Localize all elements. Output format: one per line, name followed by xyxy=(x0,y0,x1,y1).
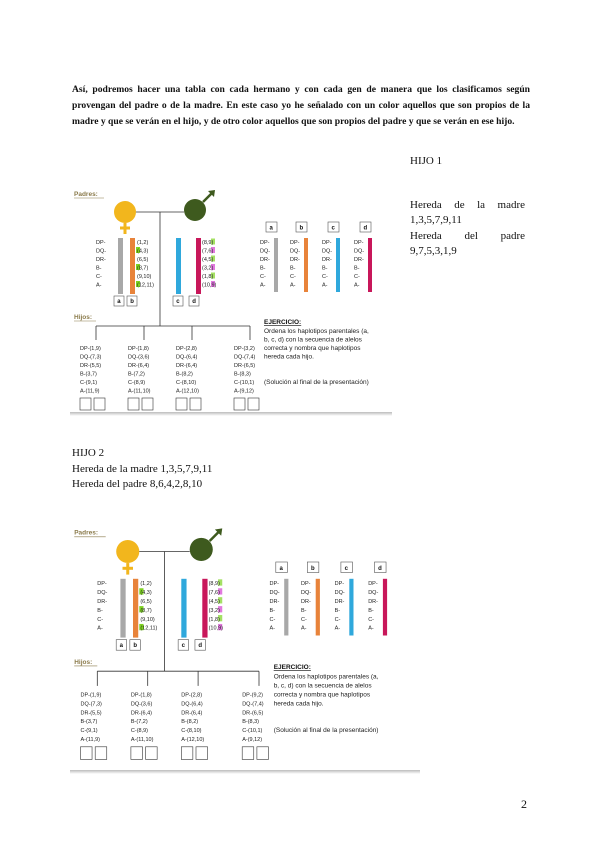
locus-label: C- xyxy=(97,616,104,623)
locus-label: DR- xyxy=(260,257,270,263)
haplotype-bar-a xyxy=(118,238,123,294)
hijo1-mother-line: Hereda de la madre 1,3,5,7,9,11 xyxy=(410,199,525,226)
locus-label: B- xyxy=(290,265,296,272)
locus-label: DQ- xyxy=(96,248,107,255)
ejercicio-text: hereda cada hijo. xyxy=(273,700,324,708)
mother-allele: (8,7) xyxy=(140,607,152,614)
child-genotype: A-(9,12) xyxy=(234,388,254,395)
child-genotype: DR-(6,4) xyxy=(181,710,203,717)
locus-label: B- xyxy=(368,607,374,614)
child-genotype: A-(11,9) xyxy=(80,388,100,395)
locus-label: B- xyxy=(97,607,103,614)
locus-label: DR- xyxy=(269,598,280,605)
padres-heading: Padres: xyxy=(74,529,99,537)
answer-box xyxy=(128,398,139,410)
child-genotype: DP-(3,2) xyxy=(234,346,255,352)
locus-label: A- xyxy=(290,282,296,289)
locus-label: C- xyxy=(368,616,375,623)
locus-label: DQ- xyxy=(301,590,312,597)
child-genotype: DP-(1,9) xyxy=(80,692,102,699)
child-genotype: DQ-(3,6) xyxy=(130,701,153,708)
locus-label: B- xyxy=(269,607,275,614)
locus-label: B- xyxy=(301,607,307,614)
father-allele: (7,6) xyxy=(208,590,220,597)
locus-label: B- xyxy=(334,607,341,614)
locus-label: DP- xyxy=(368,581,378,588)
locus-label: DQ- xyxy=(334,590,345,597)
haplotype-box-label: a xyxy=(117,299,121,305)
locus-label: DP- xyxy=(260,240,270,246)
father-symbol-icon xyxy=(184,199,206,221)
child-genotype: DP-(9,2) xyxy=(242,692,263,699)
locus-label: A- xyxy=(260,282,266,289)
ejercicio-text: correcta y nombra que haplotipos xyxy=(264,345,361,352)
child-genotype: DP-(1,9) xyxy=(80,346,101,352)
child-genotype: B-(7,2) xyxy=(128,371,145,378)
haplotype-box-label: b xyxy=(299,225,304,232)
ejercicio-title: EJERCICIO: xyxy=(264,319,302,326)
child-genotype: B-(3,7) xyxy=(80,719,98,726)
haplotype-diagram-2 xyxy=(70,520,420,770)
locus-label: B- xyxy=(322,265,328,272)
locus-label: DP- xyxy=(301,581,311,588)
haplotype-bar-c xyxy=(181,579,186,638)
locus-label: DP- xyxy=(97,581,107,588)
locus-label: DR- xyxy=(290,257,300,263)
child-genotype: C-(10,1) xyxy=(242,728,263,735)
locus-label: DP- xyxy=(354,240,364,246)
locus-label: B- xyxy=(96,265,102,272)
locus-label: DR- xyxy=(322,257,332,263)
answer-box xyxy=(176,398,187,410)
haplotype-bar-d xyxy=(383,579,387,636)
father-allele: (4,5) xyxy=(202,257,214,263)
hijos-heading: Hijos: xyxy=(74,658,93,666)
haplotype-bar-b xyxy=(304,238,308,292)
ejercicio-text: b, c, d) con la secuencia de alelos xyxy=(264,336,362,344)
answer-box xyxy=(234,398,245,410)
answer-box xyxy=(257,747,269,760)
answer-box xyxy=(81,747,93,760)
haplotype-bar-c xyxy=(336,238,340,292)
locus-label: C- xyxy=(301,616,307,623)
child-genotype: C-(8,10) xyxy=(176,380,197,386)
mother-allele: (6,5) xyxy=(137,257,149,263)
child-genotype: DQ-(6,4) xyxy=(181,701,203,708)
ejercicio-text: Ordena los haplotipos parentales (a, xyxy=(264,328,369,335)
figure-hijo2 xyxy=(70,520,420,770)
child-genotype: C-(8,9) xyxy=(130,728,149,735)
ejercicio-text: hereda cada hijo. xyxy=(264,353,314,361)
locus-label: DR- xyxy=(368,598,378,605)
mother-allele: (4,3) xyxy=(140,590,152,597)
locus-label: DQ- xyxy=(97,590,108,597)
locus-label: C- xyxy=(334,616,341,623)
mother-allele: (9,10) xyxy=(137,274,152,280)
hijo2-mother-line: Hereda de la madre 1,3,5,7,9,11 xyxy=(72,463,213,475)
child-genotype: DR-(6,4) xyxy=(130,710,152,717)
mother-allele: (12,11) xyxy=(140,625,158,632)
child-genotype: B-(3,7) xyxy=(80,371,97,378)
child-genotype: DQ-(7,3) xyxy=(80,354,102,361)
answer-box xyxy=(131,747,143,760)
child-genotype: B-(8,2) xyxy=(181,719,199,726)
locus-label: B- xyxy=(354,265,360,272)
answer-box xyxy=(95,747,107,760)
child-genotype: DQ-(7,3) xyxy=(80,701,102,708)
locus-label: C- xyxy=(290,274,296,280)
intro-paragraph: Así, podremos hacer una tabla con cada hermano y con cada gen de manera que los clasificamos según provengan del padre o de la madre. En este caso yo he señalado con un color aquellos que son propios de la madre y que se verán en el hijo, y de otro color aquellos que son propios del padre y que se verán en ese hijo. xyxy=(72,84,530,127)
child-genotype: C-(9,1) xyxy=(80,728,98,735)
child-genotype: A-(11,10) xyxy=(128,388,151,395)
child-genotype: A-(12,10) xyxy=(181,737,205,744)
haplotype-box-label: d xyxy=(363,225,368,232)
locus-label: DP- xyxy=(322,240,332,246)
locus-label: DR- xyxy=(97,598,108,605)
locus-label: DP- xyxy=(269,581,279,588)
mother-symbol-icon xyxy=(114,201,136,223)
mother-allele: (4,3) xyxy=(137,248,149,255)
locus-label: DQ- xyxy=(322,248,333,255)
father-allele: (8,9) xyxy=(202,240,214,246)
haplotype-bar-a xyxy=(284,579,288,636)
locus-label: DQ- xyxy=(290,248,301,255)
child-genotype: DP-(1,8) xyxy=(130,692,152,699)
locus-label: A- xyxy=(334,625,341,632)
mother-allele: (9,10) xyxy=(140,616,155,623)
father-arrow-icon xyxy=(203,193,212,202)
locus-label: DQ- xyxy=(368,590,379,597)
answer-box xyxy=(248,398,259,410)
father-allele: (3,2) xyxy=(208,607,220,614)
locus-label: C- xyxy=(322,274,328,280)
mother-allele: (1,2) xyxy=(137,240,149,246)
haplotype-box-label: c xyxy=(181,643,185,650)
page-number: 2 xyxy=(521,797,527,811)
locus-label: C- xyxy=(269,616,276,623)
child-genotype: A-(11,10) xyxy=(130,737,154,744)
father-allele: (4,5) xyxy=(208,598,220,605)
figure-hijo1 xyxy=(70,182,392,412)
child-genotype: A-(12,10) xyxy=(176,388,199,395)
haplotype-bar-b xyxy=(133,579,138,638)
answer-box xyxy=(181,747,193,760)
child-genotype: DR-(6,4) xyxy=(176,363,198,369)
haplotype-bar-d xyxy=(202,579,207,638)
haplotype-bar-b xyxy=(316,579,320,636)
locus-label: DQ- xyxy=(354,248,365,255)
padres-heading: Padres: xyxy=(74,191,98,198)
haplotype-box-label: c xyxy=(331,225,335,232)
child-genotype: DQ-(6,4) xyxy=(176,354,198,361)
locus-label: A- xyxy=(354,282,360,289)
ejercicio-title: EJERCICIO: xyxy=(273,664,311,672)
father-allele: (1,8) xyxy=(202,274,214,280)
child-genotype: C-(8,10) xyxy=(181,728,202,735)
answer-box xyxy=(142,398,153,410)
locus-label: A- xyxy=(301,625,307,632)
answer-box xyxy=(196,747,208,760)
hijo1-father-line: Hereda del padre 9,7,5,3,1,9 xyxy=(410,230,525,257)
father-symbol-icon xyxy=(190,538,213,561)
ejercicio-text: correcta y nombra que haplotipos xyxy=(273,691,371,699)
haplotype-box-label: d xyxy=(378,565,382,572)
haplotype-box-label: d xyxy=(198,643,203,650)
haplotype-box-label: a xyxy=(119,643,124,650)
father-allele: (10,9) xyxy=(202,282,217,289)
answer-box xyxy=(94,398,105,410)
locus-label: DR- xyxy=(301,598,311,605)
locus-label: A- xyxy=(97,625,103,632)
child-genotype: DP-(1,8) xyxy=(128,346,149,352)
locus-label: DQ- xyxy=(269,590,280,597)
locus-label: A- xyxy=(368,625,374,632)
child-genotype: A-(11,9) xyxy=(80,737,100,744)
haplotype-diagram-1 xyxy=(70,182,392,412)
haplotype-bar-d xyxy=(196,238,201,294)
child-genotype: DQ-(3,6) xyxy=(128,354,150,361)
child-genotype: A-(9,12) xyxy=(242,737,263,744)
haplotype-bar-a xyxy=(274,238,278,292)
haplotype-bar-c xyxy=(176,238,181,294)
child-genotype: DQ-(7,4) xyxy=(242,701,264,708)
child-genotype: DR-(6,4) xyxy=(128,363,150,369)
mother-allele: (1,2) xyxy=(140,581,152,588)
father-allele: (3,2) xyxy=(202,265,214,272)
child-genotype: DR-(6,5) xyxy=(234,363,256,369)
hijos-heading: Hijos: xyxy=(74,314,93,321)
locus-label: DR- xyxy=(354,257,364,263)
child-genotype: DR-(5,5) xyxy=(80,710,102,717)
mother-allele: (8,7) xyxy=(137,265,149,272)
father-allele: (8,9) xyxy=(208,581,220,588)
haplotype-box-label: b xyxy=(130,299,134,305)
haplotype-bar-a xyxy=(120,579,125,638)
haplotype-box-label: b xyxy=(133,643,137,650)
father-allele: (7,6) xyxy=(202,248,214,255)
haplotype-bar-c xyxy=(349,579,353,636)
locus-label: C- xyxy=(354,274,360,280)
locus-label: DP- xyxy=(96,240,106,246)
child-genotype: DP-(2,8) xyxy=(181,692,203,699)
solucion-note: (Solución al final de la presentación) xyxy=(273,727,379,735)
child-genotype: DP-(2,8) xyxy=(176,346,197,352)
father-arrow-icon xyxy=(210,532,219,541)
locus-label: C- xyxy=(260,274,266,280)
mother-allele: (6,5) xyxy=(140,598,152,605)
mother-allele: (12,11) xyxy=(137,282,155,289)
child-genotype: B-(8,3) xyxy=(234,371,251,378)
locus-label: B- xyxy=(260,265,266,272)
answer-box xyxy=(80,398,91,410)
figure-shadow xyxy=(70,770,420,774)
answer-box xyxy=(146,747,158,760)
locus-label: DP- xyxy=(290,240,300,246)
child-genotype: B-(8,2) xyxy=(176,371,193,378)
child-genotype: DQ-(7,4) xyxy=(234,354,256,361)
haplotype-box-label: d xyxy=(192,299,196,305)
locus-label: DR- xyxy=(334,598,345,605)
mother-symbol-icon xyxy=(116,540,139,563)
ejercicio-text: b, c, d) con la secuencia de alelos xyxy=(273,682,372,690)
locus-label: DP- xyxy=(334,581,345,588)
haplotype-box-label: a xyxy=(279,565,283,572)
father-allele: (10,9) xyxy=(208,625,223,632)
father-allele: (1,8) xyxy=(208,616,220,623)
hijo1-title: HIJO 1 xyxy=(410,155,443,167)
locus-label: DR- xyxy=(96,257,106,263)
child-genotype: DR-(5,5) xyxy=(80,363,102,369)
haplotype-bar-b xyxy=(130,238,135,294)
haplotype-box-label: a xyxy=(269,225,273,232)
figure-shadow xyxy=(70,412,392,416)
child-genotype: B-(8,3) xyxy=(242,719,260,726)
child-genotype: C-(8,9) xyxy=(128,380,146,386)
child-genotype: C-(9,1) xyxy=(80,380,98,386)
locus-label: A- xyxy=(269,625,275,632)
child-genotype: C-(10,1) xyxy=(234,380,255,386)
haplotype-box-label: c xyxy=(176,299,180,305)
child-genotype: B-(7,2) xyxy=(130,719,148,726)
locus-label: A- xyxy=(322,282,328,289)
ejercicio-text: Ordena los haplotipos parentales (a, xyxy=(273,673,379,681)
child-genotype: DR-(6,5) xyxy=(242,710,264,717)
hijo2-father-line: Hereda del padre 8,6,4,2,8,10 xyxy=(72,478,203,490)
solucion-note: (Solución al final de la presentación) xyxy=(264,379,369,386)
locus-label: C- xyxy=(96,274,102,280)
locus-label: A- xyxy=(96,282,102,289)
haplotype-box-label: c xyxy=(344,565,348,572)
hijo2-title: HIJO 2 xyxy=(72,447,105,459)
locus-label: DQ- xyxy=(260,248,271,255)
answer-box xyxy=(242,747,254,760)
answer-box xyxy=(190,398,201,410)
haplotype-box-label: b xyxy=(310,565,315,572)
haplotype-bar-d xyxy=(368,238,372,292)
